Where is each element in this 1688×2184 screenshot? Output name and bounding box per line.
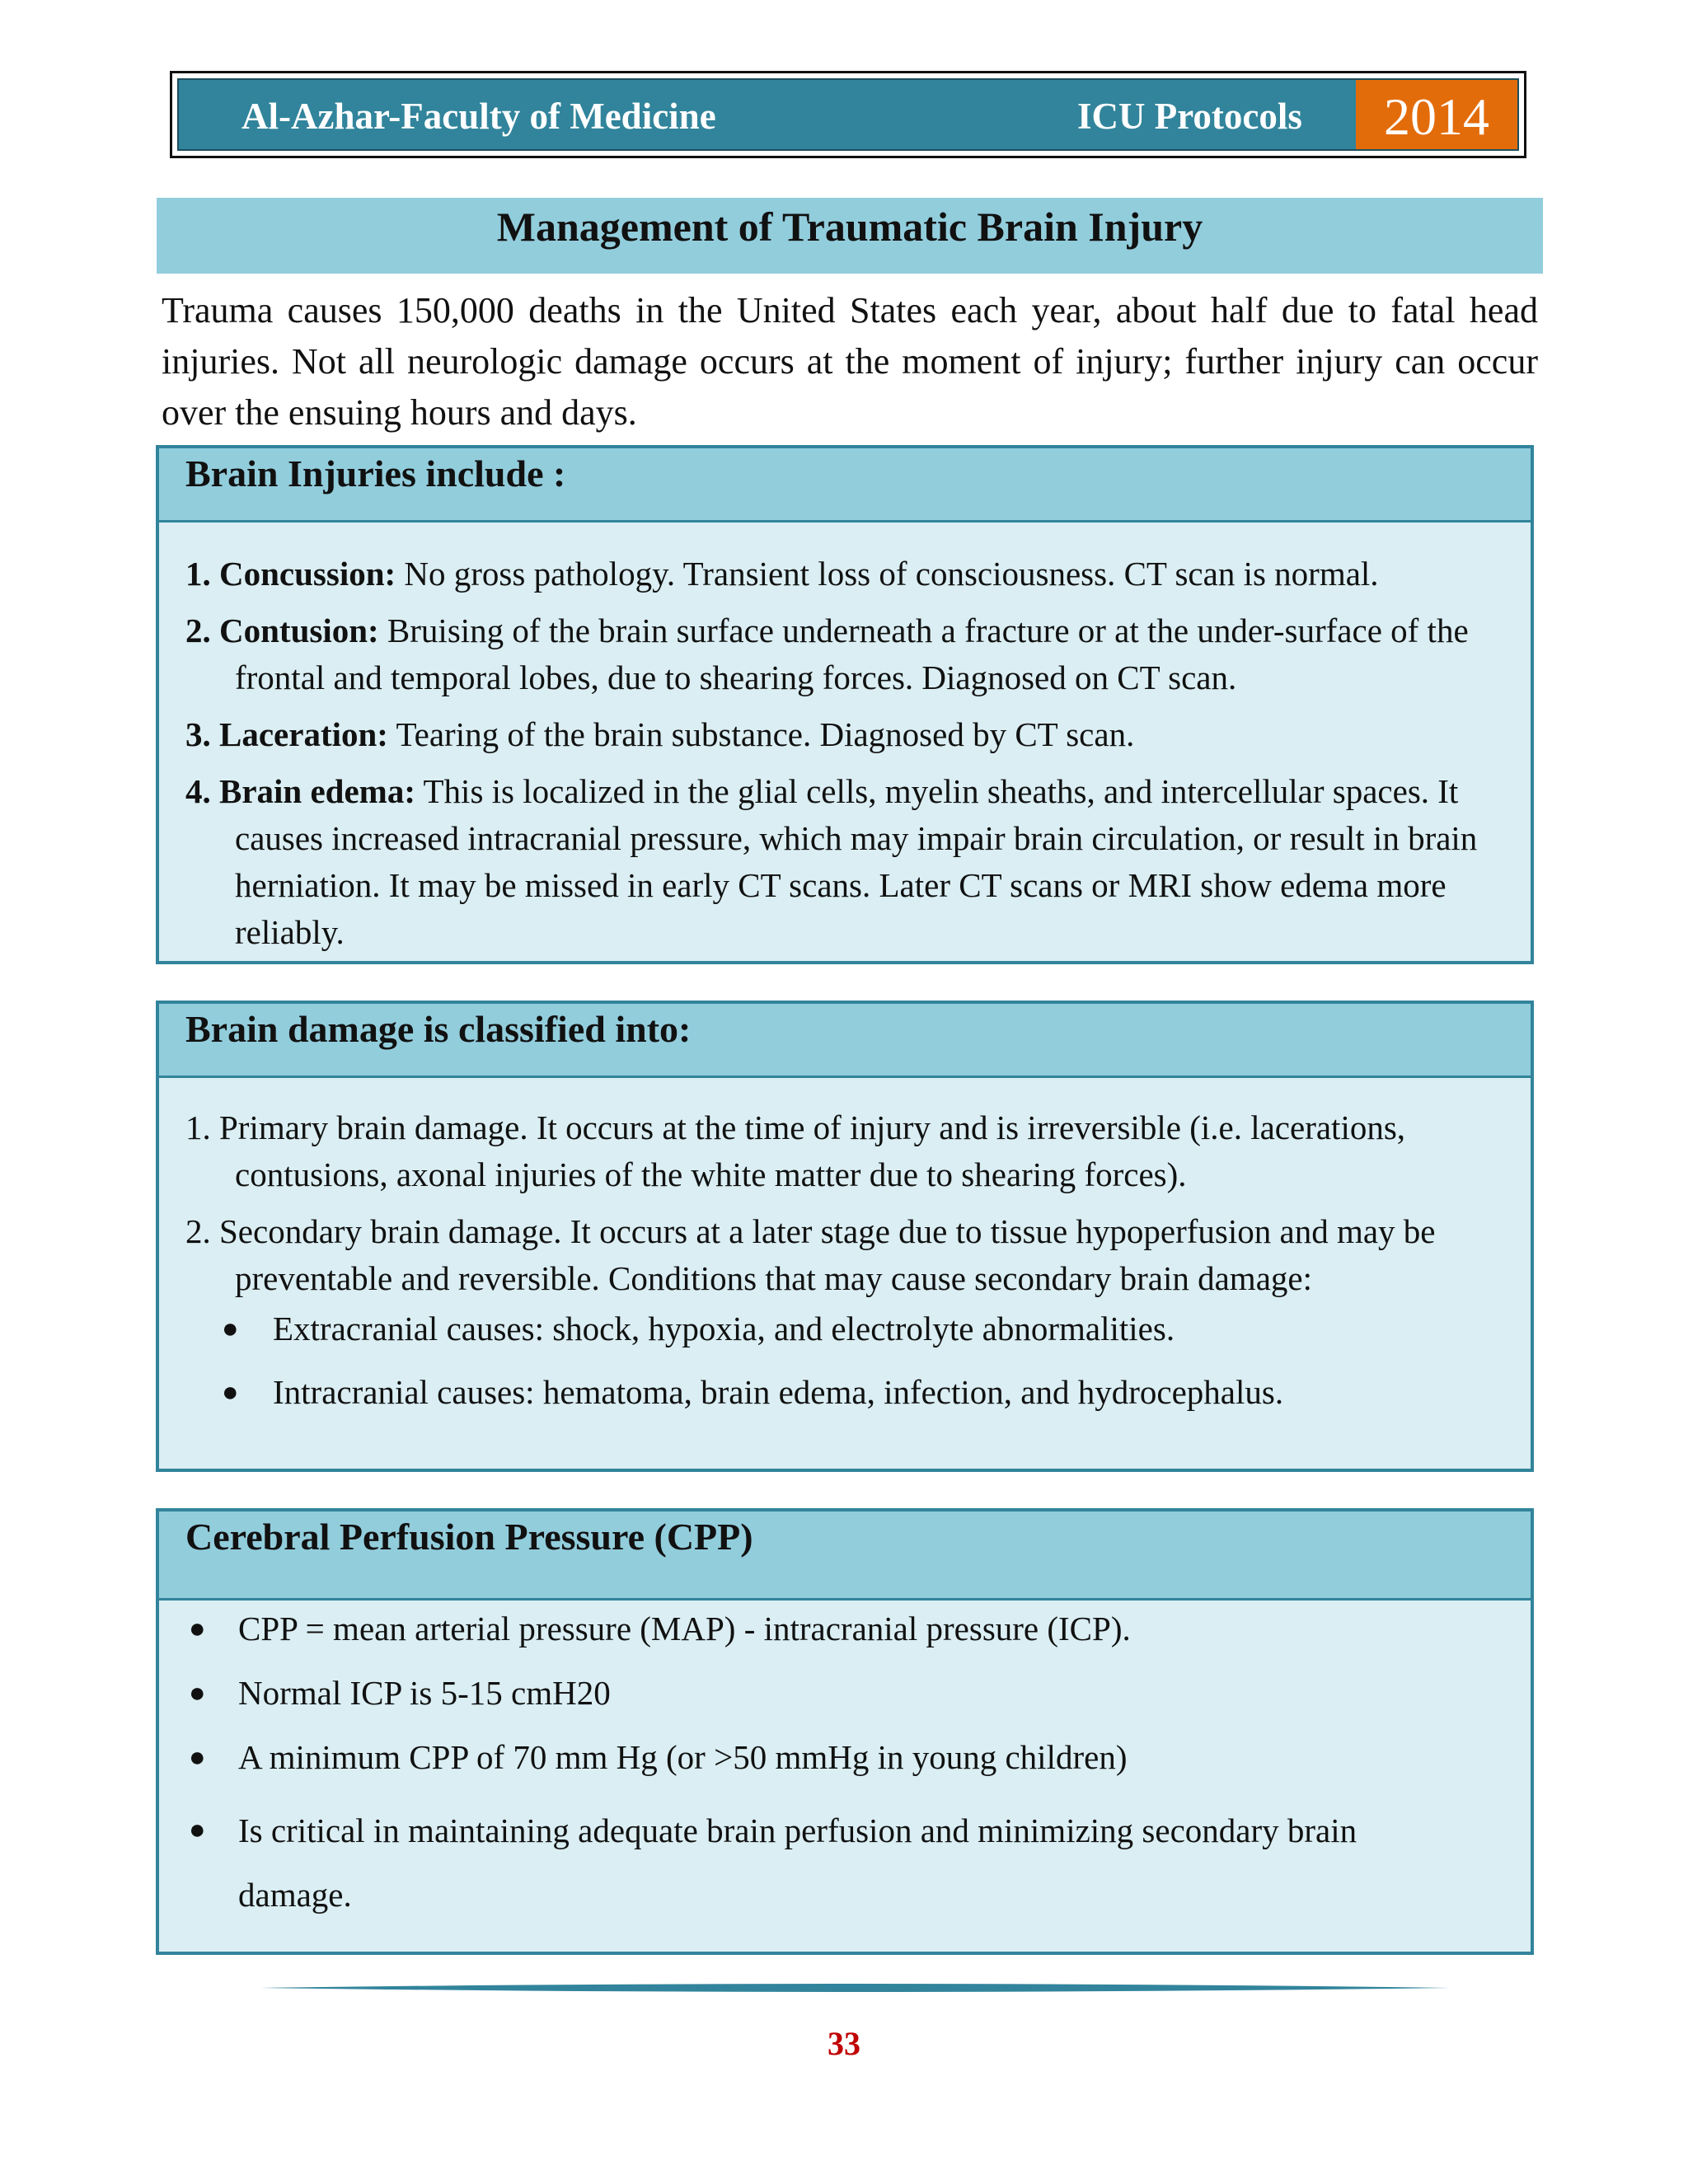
bullet-item [189,1734,1507,1781]
bullet-item [189,1605,1507,1652]
injuries-list [185,551,1507,966]
injuries-box-header [159,448,1531,523]
page-number: 33 [828,2025,860,2062]
cpp-heading: Cerebral Perfusion Pressure (CPP) [185,1516,753,1558]
injury-item [185,607,1507,701]
bullet-text: Normal ICP is 5-15 cmH20 [238,1674,611,1712]
classification-item: 1. Primary brain damage. It occurs at the time of injury and is irreversible (i.e. lacerations, contusions, axonal injuries of the white matter due to shearing forces). [185,1108,1406,1193]
classification-box-header [159,1004,1531,1078]
bullet-icon: ● [189,1742,206,1773]
classification-box [156,1001,1534,1472]
cpp-box-header [159,1511,1531,1601]
page-title: Management of Traumatic Brain Injury [496,204,1203,250]
injury-text: No gross pathology. Transient loss of consciousness. CT scan is normal. [396,555,1379,593]
injury-label: 2. Contusion: [185,612,379,649]
bullet-icon: ● [189,1678,206,1708]
classification-item: 2. Secondary brain damage. It occurs at a later stage due to tissue hypoperfusion and may be preventable and reversible. Conditions that may cause secondary brain damage: [185,1212,1436,1297]
bullet-item [185,1305,1507,1352]
bullet-icon: ● [189,1815,206,1845]
bullet-item [189,1670,1507,1717]
bullet-text: Is critical in maintaining adequate brain perfusion and minimizing secondary brain damage. [238,1811,1357,1914]
cpp-list [189,1605,1507,1927]
bullet-icon: ● [189,1614,206,1644]
injury-label: 3. Laceration: [185,715,388,753]
injury-item [185,768,1507,956]
bullet-text: A minimum CPP of 70 mm Hg (or >50 mmHg in young children) [238,1738,1128,1776]
bullet-text: Extracranial causes: shock, hypoxia, and electrolyte abnormalities. [273,1310,1175,1347]
bullet-text: CPP = mean arterial pressure (MAP) - intracranial pressure (ICP). [238,1610,1131,1647]
header-faculty: Al-Azhar-Faculty of Medicine [241,96,716,137]
cpp-box [156,1508,1534,1955]
bullet-icon: ● [222,1314,239,1344]
bullet-text: Intracranial causes: hematoma, brain edema, infection, and hydrocephalus. [273,1373,1284,1411]
footer-divider [260,1981,1449,1994]
injury-label: 1. Concussion: [185,555,396,593]
header-protocols: ICU Protocols [1077,96,1302,137]
page-header [170,71,1526,158]
header-year: 2014 [1356,80,1517,149]
injury-label: 4. Brain edema: [185,772,415,810]
injury-item [185,711,1507,758]
bullet-icon: ● [222,1377,239,1408]
title-band [157,198,1543,274]
injuries-box [156,445,1534,964]
classification-heading: Brain damage is classified into: [185,1008,692,1050]
bullet-item [189,1798,1507,1927]
header-band [177,78,1519,151]
injury-text: Tearing of the brain substance. Diagnosed by CT scan. [387,715,1135,753]
intro-paragraph: Trauma causes 150,000 deaths in the United States each year, about half due to fatal head injuries. Not all neurologic damage occurs at the moment of injury; further injury can occur over the ensuing hours and days. [162,290,1538,433]
injury-text: Bruising of the brain surface underneath a fracture or at the under-surface of the frontal and temporal lobes, due to shearing forces. Diagnosed on CT scan. [235,612,1469,696]
injury-text: This is localized in the glial cells, myelin sheaths, and intercellular spaces. It causes increased intracranial pressure, which may impair brain circulation, or result in brain herniation. It may be missed in early CT scans. Later CT scans or MRI show edema more reliably. [235,772,1478,951]
bullet-item [185,1369,1507,1416]
injuries-heading: Brain Injuries include : [185,452,566,494]
injury-item [185,551,1507,598]
classification-list [185,1104,1507,1416]
